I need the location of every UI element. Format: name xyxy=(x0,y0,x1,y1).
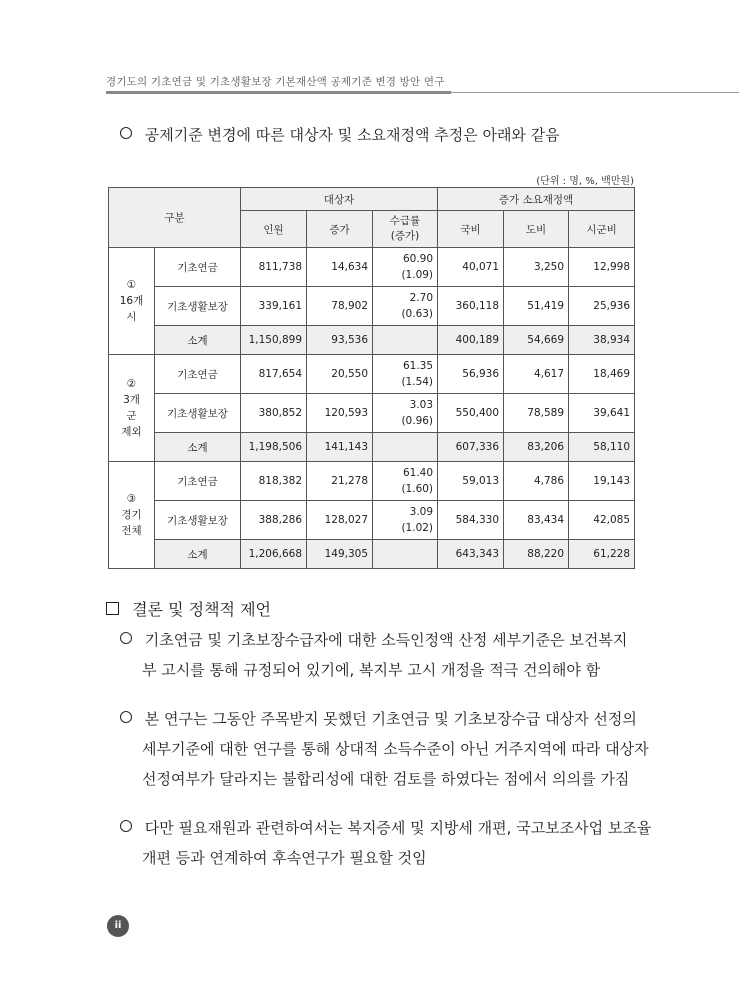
group-label-line: 16개 xyxy=(119,295,144,307)
cell-provincial: 51,419 xyxy=(504,287,569,326)
cell-national: 360,118 xyxy=(438,287,504,326)
cell-provincial: 88,220 xyxy=(504,540,569,569)
table-unit-note: (단위 : 명, %, 백만원) xyxy=(536,176,634,187)
cell-rate-empty xyxy=(373,326,438,355)
square-bullet-icon xyxy=(106,602,119,615)
table-row xyxy=(109,462,635,501)
cell-increase: 21,278 xyxy=(307,462,373,501)
cell-municipal: 39,641 xyxy=(569,394,635,433)
cell-municipal: 25,936 xyxy=(569,287,635,326)
group-number: ① xyxy=(126,279,137,291)
rate-value: 3.09 xyxy=(409,506,434,518)
rate-increase: (1.02) xyxy=(401,522,434,534)
header-rate-sub: (증가) xyxy=(390,230,420,242)
table-row xyxy=(109,501,635,540)
table-row xyxy=(109,287,635,326)
item-line: 기초연금 및 기초보장수급자에 대한 소득인정액 산정 세부기준은 보건복지 xyxy=(144,631,628,649)
rate-value: 2.70 xyxy=(409,292,434,304)
rate-value: 61.35 xyxy=(402,360,434,372)
circle-bullet-icon xyxy=(120,820,132,832)
group-number: ③ xyxy=(126,493,137,505)
cell-national: 40,071 xyxy=(438,248,504,287)
item-line: 다만 필요재원과 관련하여서는 복지증세 및 지방세 개편, 국고보조사업 보조율 xyxy=(144,819,652,837)
table-row xyxy=(109,394,635,433)
header-budget: 증가 소요재정액 xyxy=(438,188,635,211)
subtotal-label: 소계 xyxy=(155,433,241,462)
cell-count: 1,206,668 xyxy=(241,540,307,569)
row-name: 기초연금 xyxy=(155,248,241,287)
cell-national: 550,400 xyxy=(438,394,504,433)
cell-increase: 78,902 xyxy=(307,287,373,326)
intro-statement xyxy=(120,124,560,145)
header-provincial: 도비 xyxy=(504,211,569,248)
cell-rate xyxy=(373,355,438,394)
cell-national: 584,330 xyxy=(438,501,504,540)
cell-national: 59,013 xyxy=(438,462,504,501)
cell-provincial: 4,617 xyxy=(504,355,569,394)
cell-increase: 120,593 xyxy=(307,394,373,433)
item-line: 선정여부가 달라지는 불합리성에 대한 검토를 하였다는 점에서 의의를 가짐 xyxy=(142,770,630,788)
cell-national: 400,189 xyxy=(438,326,504,355)
group-label-line: 경기 xyxy=(121,509,142,521)
rate-increase: (1.54) xyxy=(401,376,434,388)
cell-rate xyxy=(373,248,438,287)
header-rate-label: 수급률 xyxy=(389,215,421,227)
cell-count: 380,852 xyxy=(241,394,307,433)
cell-municipal: 42,085 xyxy=(569,501,635,540)
header-group: 구분 xyxy=(109,188,241,248)
row-name: 기초연금 xyxy=(155,462,241,501)
cell-increase: 149,305 xyxy=(307,540,373,569)
conclusion-title: 결론 및 정책적 제언 xyxy=(132,600,271,619)
cell-rate xyxy=(373,394,438,433)
item-line: 개편 등과 연계하여 후속연구가 필요할 것임 xyxy=(142,849,427,867)
rate-value: 3.03 xyxy=(409,399,434,411)
cell-municipal: 38,934 xyxy=(569,326,635,355)
cell-municipal: 58,110 xyxy=(569,433,635,462)
cell-count: 1,150,899 xyxy=(241,326,307,355)
row-name: 기초생활보장 xyxy=(155,394,241,433)
cell-count: 339,161 xyxy=(241,287,307,326)
subtotal-label: 소계 xyxy=(155,326,241,355)
row-name: 기초생활보장 xyxy=(155,287,241,326)
table-row xyxy=(109,355,635,394)
header-targets: 대상자 xyxy=(241,188,438,211)
header-increase: 증가 xyxy=(307,211,373,248)
cell-increase: 141,143 xyxy=(307,433,373,462)
row-name: 기초생활보장 xyxy=(155,501,241,540)
item-line: 세부기준에 대한 연구를 통해 상대적 소득수준이 아닌 거주지역에 따라 대상자 xyxy=(142,740,649,758)
rate-value: 61.40 xyxy=(402,467,434,479)
conclusion-heading xyxy=(106,597,271,620)
rate-increase: (1.09) xyxy=(401,269,434,281)
group-number: ② xyxy=(126,378,137,390)
cell-national: 643,343 xyxy=(438,540,504,569)
cell-count: 817,654 xyxy=(241,355,307,394)
cell-municipal: 19,143 xyxy=(569,462,635,501)
subtotal-label: 소계 xyxy=(155,540,241,569)
conclusion-item xyxy=(120,625,627,685)
subtotal-row xyxy=(109,540,635,569)
cell-provincial: 54,669 xyxy=(504,326,569,355)
page-number-badge: ii xyxy=(107,915,129,937)
subtotal-row xyxy=(109,326,635,355)
header-rate xyxy=(373,211,438,248)
cell-increase: 20,550 xyxy=(307,355,373,394)
group-label-line: 시 xyxy=(126,311,137,323)
cell-increase: 14,634 xyxy=(307,248,373,287)
cell-count: 1,198,506 xyxy=(241,433,307,462)
rate-value: 60.90 xyxy=(402,253,434,265)
group-label-line: 전체 xyxy=(121,525,142,537)
group-label-line: 제외 xyxy=(121,426,142,438)
cell-rate-empty xyxy=(373,540,438,569)
group-label-line: 3개 xyxy=(123,394,140,406)
cell-provincial: 83,434 xyxy=(504,501,569,540)
rate-increase: (0.96) xyxy=(401,415,434,427)
group-label xyxy=(109,462,155,569)
cell-rate-empty xyxy=(373,433,438,462)
intro-text: 공제기준 변경에 따른 대상자 및 소요재정액 추정은 아래와 같음 xyxy=(144,126,560,144)
circle-bullet-icon xyxy=(120,632,132,644)
item-line: 본 연구는 그동안 주목받지 못했던 기초연금 및 기초보장수급 대상자 선정의 xyxy=(144,710,637,728)
cell-rate xyxy=(373,287,438,326)
header-rule-accent xyxy=(106,91,451,94)
cell-national: 56,936 xyxy=(438,355,504,394)
cell-provincial: 78,589 xyxy=(504,394,569,433)
cell-provincial: 83,206 xyxy=(504,433,569,462)
item-line: 부 고시를 통해 규정되어 있기에, 복지부 고시 개정을 적극 건의해야 함 xyxy=(142,661,601,679)
rate-increase: (1.60) xyxy=(401,483,434,495)
header-national: 국비 xyxy=(438,211,504,248)
cell-municipal: 18,469 xyxy=(569,355,635,394)
group-label xyxy=(109,248,155,355)
cell-municipal: 12,998 xyxy=(569,248,635,287)
conclusion-item xyxy=(120,813,651,873)
cell-national: 607,336 xyxy=(438,433,504,462)
circle-bullet-icon xyxy=(120,127,132,139)
cell-municipal: 61,228 xyxy=(569,540,635,569)
cell-increase: 128,027 xyxy=(307,501,373,540)
table-row xyxy=(109,248,635,287)
cell-rate xyxy=(373,462,438,501)
header-municipal: 시군비 xyxy=(569,211,635,248)
rate-increase: (0.63) xyxy=(401,308,434,320)
subtotal-row xyxy=(109,433,635,462)
cell-provincial: 4,786 xyxy=(504,462,569,501)
cell-provincial: 3,250 xyxy=(504,248,569,287)
row-name: 기초연금 xyxy=(155,355,241,394)
circle-bullet-icon xyxy=(120,711,132,723)
cell-rate xyxy=(373,501,438,540)
cell-count: 818,382 xyxy=(241,462,307,501)
running-header: 경기도의 기초연금 및 기초생활보장 기본재산액 공제기준 변경 방안 연구 xyxy=(106,76,445,88)
cell-increase: 93,536 xyxy=(307,326,373,355)
group-label-line: 군 xyxy=(126,410,137,422)
budget-estimate-table xyxy=(108,187,635,569)
header-count: 인원 xyxy=(241,211,307,248)
cell-count: 388,286 xyxy=(241,501,307,540)
conclusion-item xyxy=(120,704,649,794)
group-label xyxy=(109,355,155,462)
cell-count: 811,738 xyxy=(241,248,307,287)
